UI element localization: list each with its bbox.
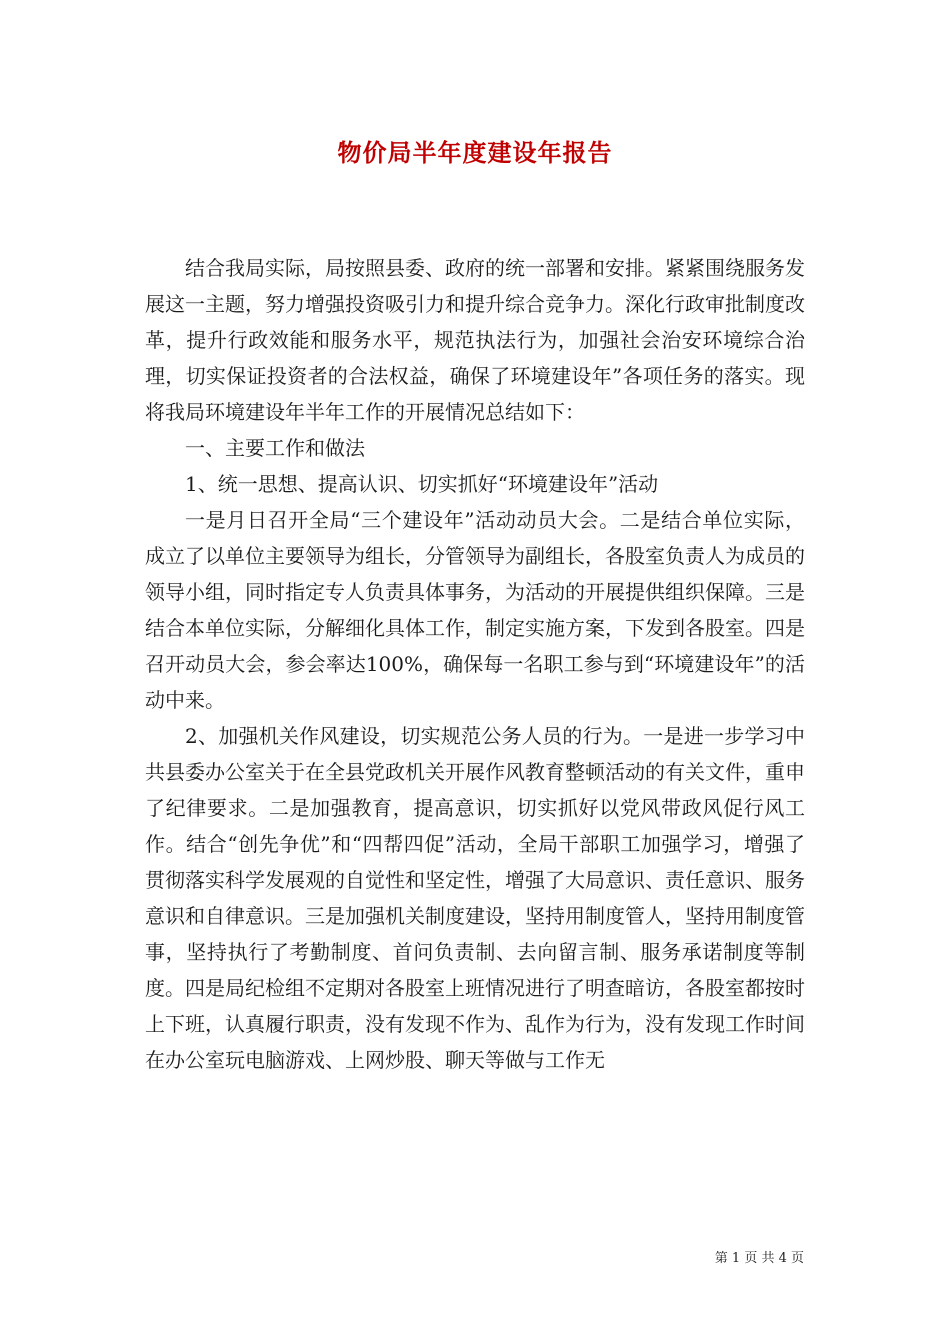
- intro-paragraph: 结合我局实际，局按照县委、政府的统一部署和安排。紧紧围绕服务发展这一主题，努力增强投资吸引力和提升综合竞争力。深化行政审批制度改革，提升行政效能和服务水平，规范执法行为，加强社会治安环境综合治理，切实保证投资者的合法权益，确保了环境建设年”各项任务的落实。现将我局环境建设年半年工作的开展情况总结如下：: [145, 256, 805, 424]
- document-body: [145, 250, 805, 1078]
- body-paragraph: 2、加强机关作风建设，切实规范公务人员的行为。一是进一步学习中共县委办公室关于在全县党政机关开展作风教育整顿活动的有关文件，重申了纪律要求。二是加强教育，提高意识，切实抓好以党风带政风促行风工作。结合“创先争优”和“四帮四促”活动，全局干部职工加强学习，增强了贯彻落实科学发展观的自觉性和坚定性，增强了大局意识、责任意识、服务意识和自律意识。三是加强机关制度建设，坚持用制度管人，坚持用制度管事，坚持执行了考勤制度、首问负责制、去向留言制、服务承诺制度等制度。四是局纪检组不定期对各股室上班情况进行了明查暗访，各股室都按时上下班，认真履行职责，没有发现不作为、乱作为行为，没有发现工作时间在办公室玩电脑游戏、上网炒股、聊天等做与工作无: [145, 724, 805, 1072]
- document-title: 物价局半年度建设年报告: [337, 138, 613, 167]
- body-paragraph: 一是月日召开全局“三个建设年”活动动员大会。二是结合单位实际，成立了以单位主要领导为组长，分管领导为副组长，各股室负责人为成员的领导小组，同时指定专人负责具体事务，为活动的开展提供组织保障。三是结合本单位实际，分解细化具体工作，制定实施方案，下发到各股室。四是召开动员大会，参会率达100%，确保每一名职工参与到“环境建设年”的活动中来。: [145, 508, 805, 712]
- page-number: 第 1 页 共 4 页: [714, 1251, 804, 1266]
- subsection-heading: 1、统一思想、提高认识、切实抓好“环境建设年”活动: [185, 472, 659, 496]
- section-heading: 一、主要工作和做法: [185, 436, 365, 460]
